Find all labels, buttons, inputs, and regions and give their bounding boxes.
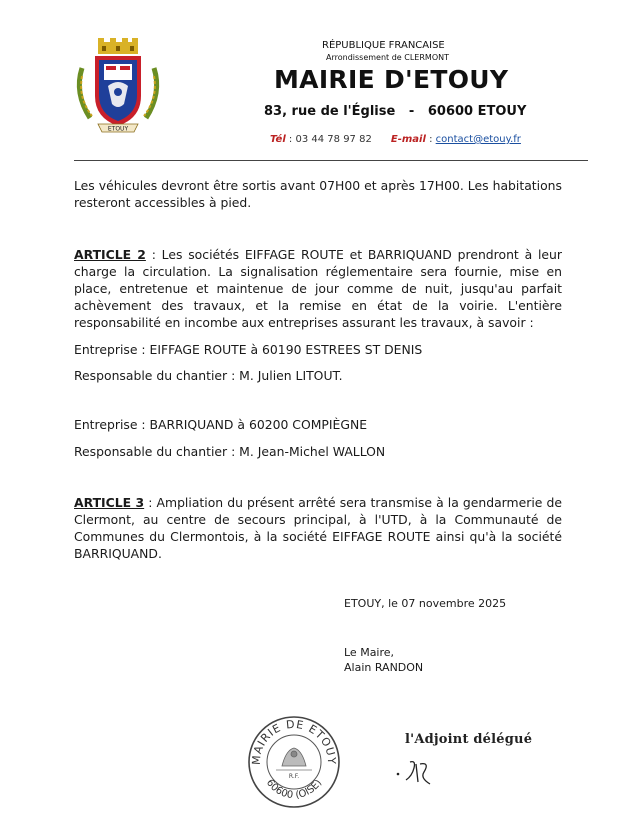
town-crest-logo xyxy=(68,38,168,138)
entreprise-2: Entreprise : BARRIQUAND à 60200 COMPIÈGNE xyxy=(74,417,368,432)
intro-paragraph: Les véhicules devront être sortis avant 07H00 et après 17H00. Les habitations resteront accessibles à pied. xyxy=(74,178,562,210)
contact-line: Tél : 03 44 78 97 82 E-mail : contact@etouy.fr xyxy=(270,134,521,145)
stamp-bottom-text: 60600 (OISE) xyxy=(263,777,325,802)
place-date: ETOUY, le 07 novembre 2025 xyxy=(344,597,507,610)
republic-heading: RÉPUBLIQUE FRANCAISE xyxy=(322,40,445,51)
phone-number: 03 44 78 97 82 xyxy=(295,134,372,145)
mairie-stamp xyxy=(246,714,342,810)
article-2-text: : Les sociétés EIFFAGE ROUTE et BARRIQUAND prendront à leur charge la circulation. La signalisation réglementaire sera fournie, mise en place, entretenue et maintenue de jour comme de nuit, jusqu'au parfait achèvement des travaux, et la remise en état de la voirie. L'entière responsabilité en incombe aux entreprises assurant les travaux, à savoir : xyxy=(74,247,562,330)
signatory-name: Alain RANDON xyxy=(344,661,424,674)
arrondissement-heading: Arrondissement de CLERMONT xyxy=(326,53,449,62)
article-2 xyxy=(74,246,562,331)
article-3-text: : Ampliation du présent arrêté sera transmise à la gendarmerie de Clermont, au centre de secours principal, à l'UTD, à la Communauté de Communes du Clermontois, à la société EIFFAGE ROUTE ainsi qu'à la société BARRIQUAND. xyxy=(74,495,562,561)
handwritten-signature xyxy=(396,758,456,788)
stamp-top-text: MAIRIE DE ETOUY xyxy=(249,717,339,766)
stamp-rf-text: R.F. xyxy=(288,773,300,780)
responsable-2: Responsable du chantier : M. Jean-Michel WALLON xyxy=(74,444,386,459)
entreprise-1: Entreprise : EIFFAGE ROUTE à 60190 ESTREES ST DENIS xyxy=(74,342,423,357)
header-divider xyxy=(74,160,588,161)
address: 83, rue de l'Église - 60600 ETOUY xyxy=(264,104,527,119)
crest-ribbon-text: ETOUY xyxy=(107,125,129,133)
email-link[interactable]: contact@etouy.fr xyxy=(435,134,521,145)
article-2-label: ARTICLE 2 xyxy=(74,247,146,262)
page-title: MAIRIE D'ETOUY xyxy=(274,65,509,94)
email-label: E-mail xyxy=(390,134,426,145)
signatory-role: Le Maire, xyxy=(344,646,395,659)
phone-label: Tél xyxy=(270,134,286,145)
article-3 xyxy=(74,494,562,562)
article-3-label: ARTICLE 3 xyxy=(74,495,145,510)
adjoint-stamp: l'Adjoint délégué xyxy=(405,732,533,747)
responsable-1: Responsable du chantier : M. Julien LITOUT. xyxy=(74,368,343,383)
